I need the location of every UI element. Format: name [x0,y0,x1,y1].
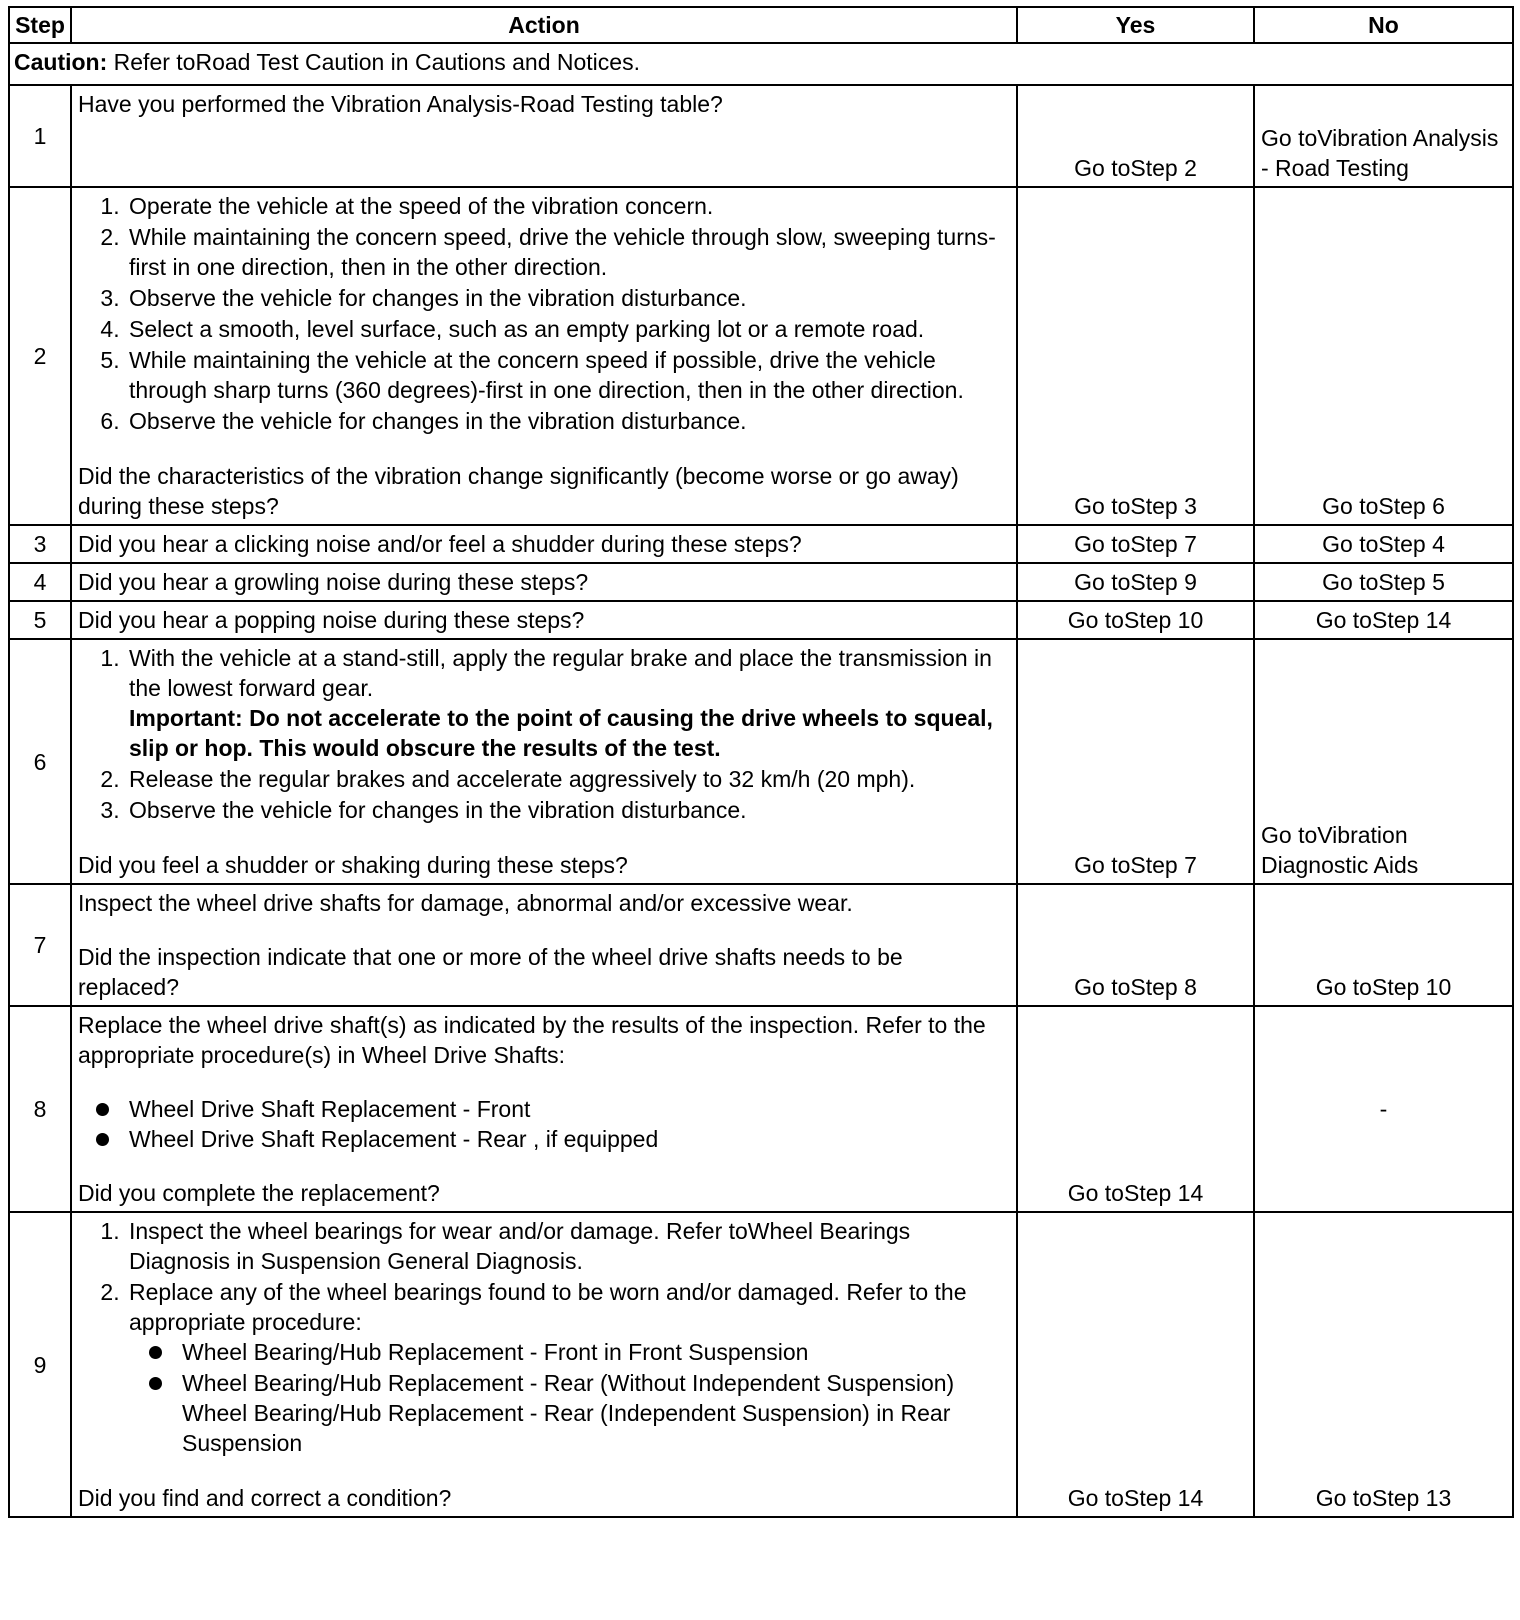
action-text: Inspect the wheel drive shafts for damage, abnormal and/or excessive wear. [78,890,853,916]
yes-cell: Go toStep 2 [1017,85,1254,187]
caution-cell [9,43,1513,85]
action-steps-list [78,1216,1010,1458]
header-action: Action [71,7,1017,43]
action-cell [71,1006,1017,1212]
table-row [9,1006,1513,1212]
step-number: 6 [9,639,71,884]
step-number: 3 [9,525,71,563]
list-item: 6. Observe the vehicle for changes in the vibration disturbance. [126,406,1010,436]
list-item [126,643,1010,763]
no-cell: Go toStep 6 [1254,187,1513,525]
table-row [9,1212,1513,1517]
action-question: Did you complete the replacement? [78,1180,440,1206]
action-question: Have you performed the Vibration Analysis-Road Testing table? [78,91,723,117]
action-cell [71,187,1017,525]
table-row [9,884,1513,1006]
table-row [9,601,1513,639]
no-cell: Go toVibration Analysis - Road Testing [1254,85,1513,187]
action-question: Did you feel a shudder or shaking during these steps? [78,852,628,878]
table-row [9,563,1513,601]
step-number: 8 [9,1006,71,1212]
action-cell [71,884,1017,1006]
list-item [126,1277,1010,1458]
list-item: Wheel Bearing/Hub Replacement - Rear (Without Independent Suspension) Wheel Bearing/Hub Replacement - Rear (Independent Suspension) in Rear Suspension [179,1368,1010,1458]
no-cell: - [1254,1006,1513,1212]
no-cell: Go toVibration Diagnostic Aids [1254,639,1513,884]
yes-cell: Go toStep 7 [1017,639,1254,884]
step-number: 7 [9,884,71,1006]
list-item: 2. While maintaining the concern speed, drive the vehicle through slow, sweeping turns-first in one direction, then in the other direction. [126,222,1010,282]
table-row [9,639,1513,884]
yes-cell: Go toStep 14 [1017,1212,1254,1517]
list-item: Wheel Drive Shaft Replacement - Front [126,1094,1010,1124]
diagnostic-table [8,6,1514,1518]
no-cell: Go toStep 10 [1254,884,1513,1006]
caution-row [9,43,1513,85]
list-item: 2. Release the regular brakes and accelerate aggressively to 32 km/h (20 mph). [126,764,1010,794]
procedure-list [78,1094,1010,1154]
caution-text: Refer toRoad Test Caution in Cautions and Notices. [107,49,640,75]
list-item: 5. While maintaining the vehicle at the concern speed if possible, drive the vehicle through sharp turns (360 degrees)-first in one direction, then in the other direction. [126,345,1010,405]
important-note: Important: Do not accelerate to the point of causing the drive wheels to squeal, slip or hop. This would obscure the results of the test. [129,705,993,761]
action-question: Did you find and correct a condition? [78,1485,452,1511]
step-number: 5 [9,601,71,639]
no-cell: Go toStep 14 [1254,601,1513,639]
action-question: Did the inspection indicate that one or more of the wheel drive shafts needs to be replaced? [78,944,903,1000]
action-cell [71,639,1017,884]
table-row [9,525,1513,563]
action-steps-list [78,191,1010,436]
header-step: Step [9,7,71,43]
list-item: Wheel Drive Shaft Replacement - Rear , if equipped [126,1124,1010,1154]
action-cell [71,85,1017,187]
list-item-text: Replace any of the wheel bearings found to be worn and/or damaged. Refer to the appropriate procedure: [129,1279,967,1335]
header-yes: Yes [1017,7,1254,43]
action-steps-list [78,643,1010,825]
list-item: 1. Inspect the wheel bearings for wear and/or damage. Refer toWheel Bearings Diagnosis in Suspension General Diagnosis. [126,1216,1010,1276]
list-item: 4. Select a smooth, level surface, such as an empty parking lot or a remote road. [126,314,1010,344]
step-number: 9 [9,1212,71,1517]
yes-cell: Go toStep 14 [1017,1006,1254,1212]
yes-cell: Go toStep 3 [1017,187,1254,525]
no-cell: Go toStep 5 [1254,563,1513,601]
header-row [9,7,1513,43]
no-cell: Go toStep 4 [1254,525,1513,563]
yes-cell: Go toStep 7 [1017,525,1254,563]
table-row [9,187,1513,525]
action-cell: Did you hear a growling noise during these steps? [71,563,1017,601]
yes-cell: Go toStep 9 [1017,563,1254,601]
step-number: 1 [9,85,71,187]
list-item: 1. Operate the vehicle at the speed of the vibration concern. [126,191,1010,221]
yes-cell: Go toStep 10 [1017,601,1254,639]
action-text: Replace the wheel drive shaft(s) as indicated by the results of the inspection. Refer to the appropriate procedure(s) in Wheel Drive Shafts: [78,1012,986,1068]
caution-label: Caution: [14,49,108,75]
list-item: 3. Observe the vehicle for changes in the vibration disturbance. [126,283,1010,313]
yes-cell: Go toStep 8 [1017,884,1254,1006]
list-item: 3. Observe the vehicle for changes in the vibration disturbance. [126,795,1010,825]
action-cell: Did you hear a popping noise during these steps? [71,601,1017,639]
header-no: No [1254,7,1513,43]
list-item-text: With the vehicle at a stand-still, apply the regular brake and place the transmission in the lowest forward gear. [129,645,992,701]
no-cell: Go toStep 13 [1254,1212,1513,1517]
action-cell [71,1212,1017,1517]
diagnostic-table-page [8,6,1512,1518]
list-item: Wheel Bearing/Hub Replacement - Front in Front Suspension [179,1337,1010,1367]
table-row [9,85,1513,187]
action-question: Did the characteristics of the vibration change significantly (become worse or go away) during these steps? [78,463,959,519]
procedure-list [129,1337,1010,1458]
step-number: 4 [9,563,71,601]
step-number: 2 [9,187,71,525]
action-cell: Did you hear a clicking noise and/or feel a shudder during these steps? [71,525,1017,563]
